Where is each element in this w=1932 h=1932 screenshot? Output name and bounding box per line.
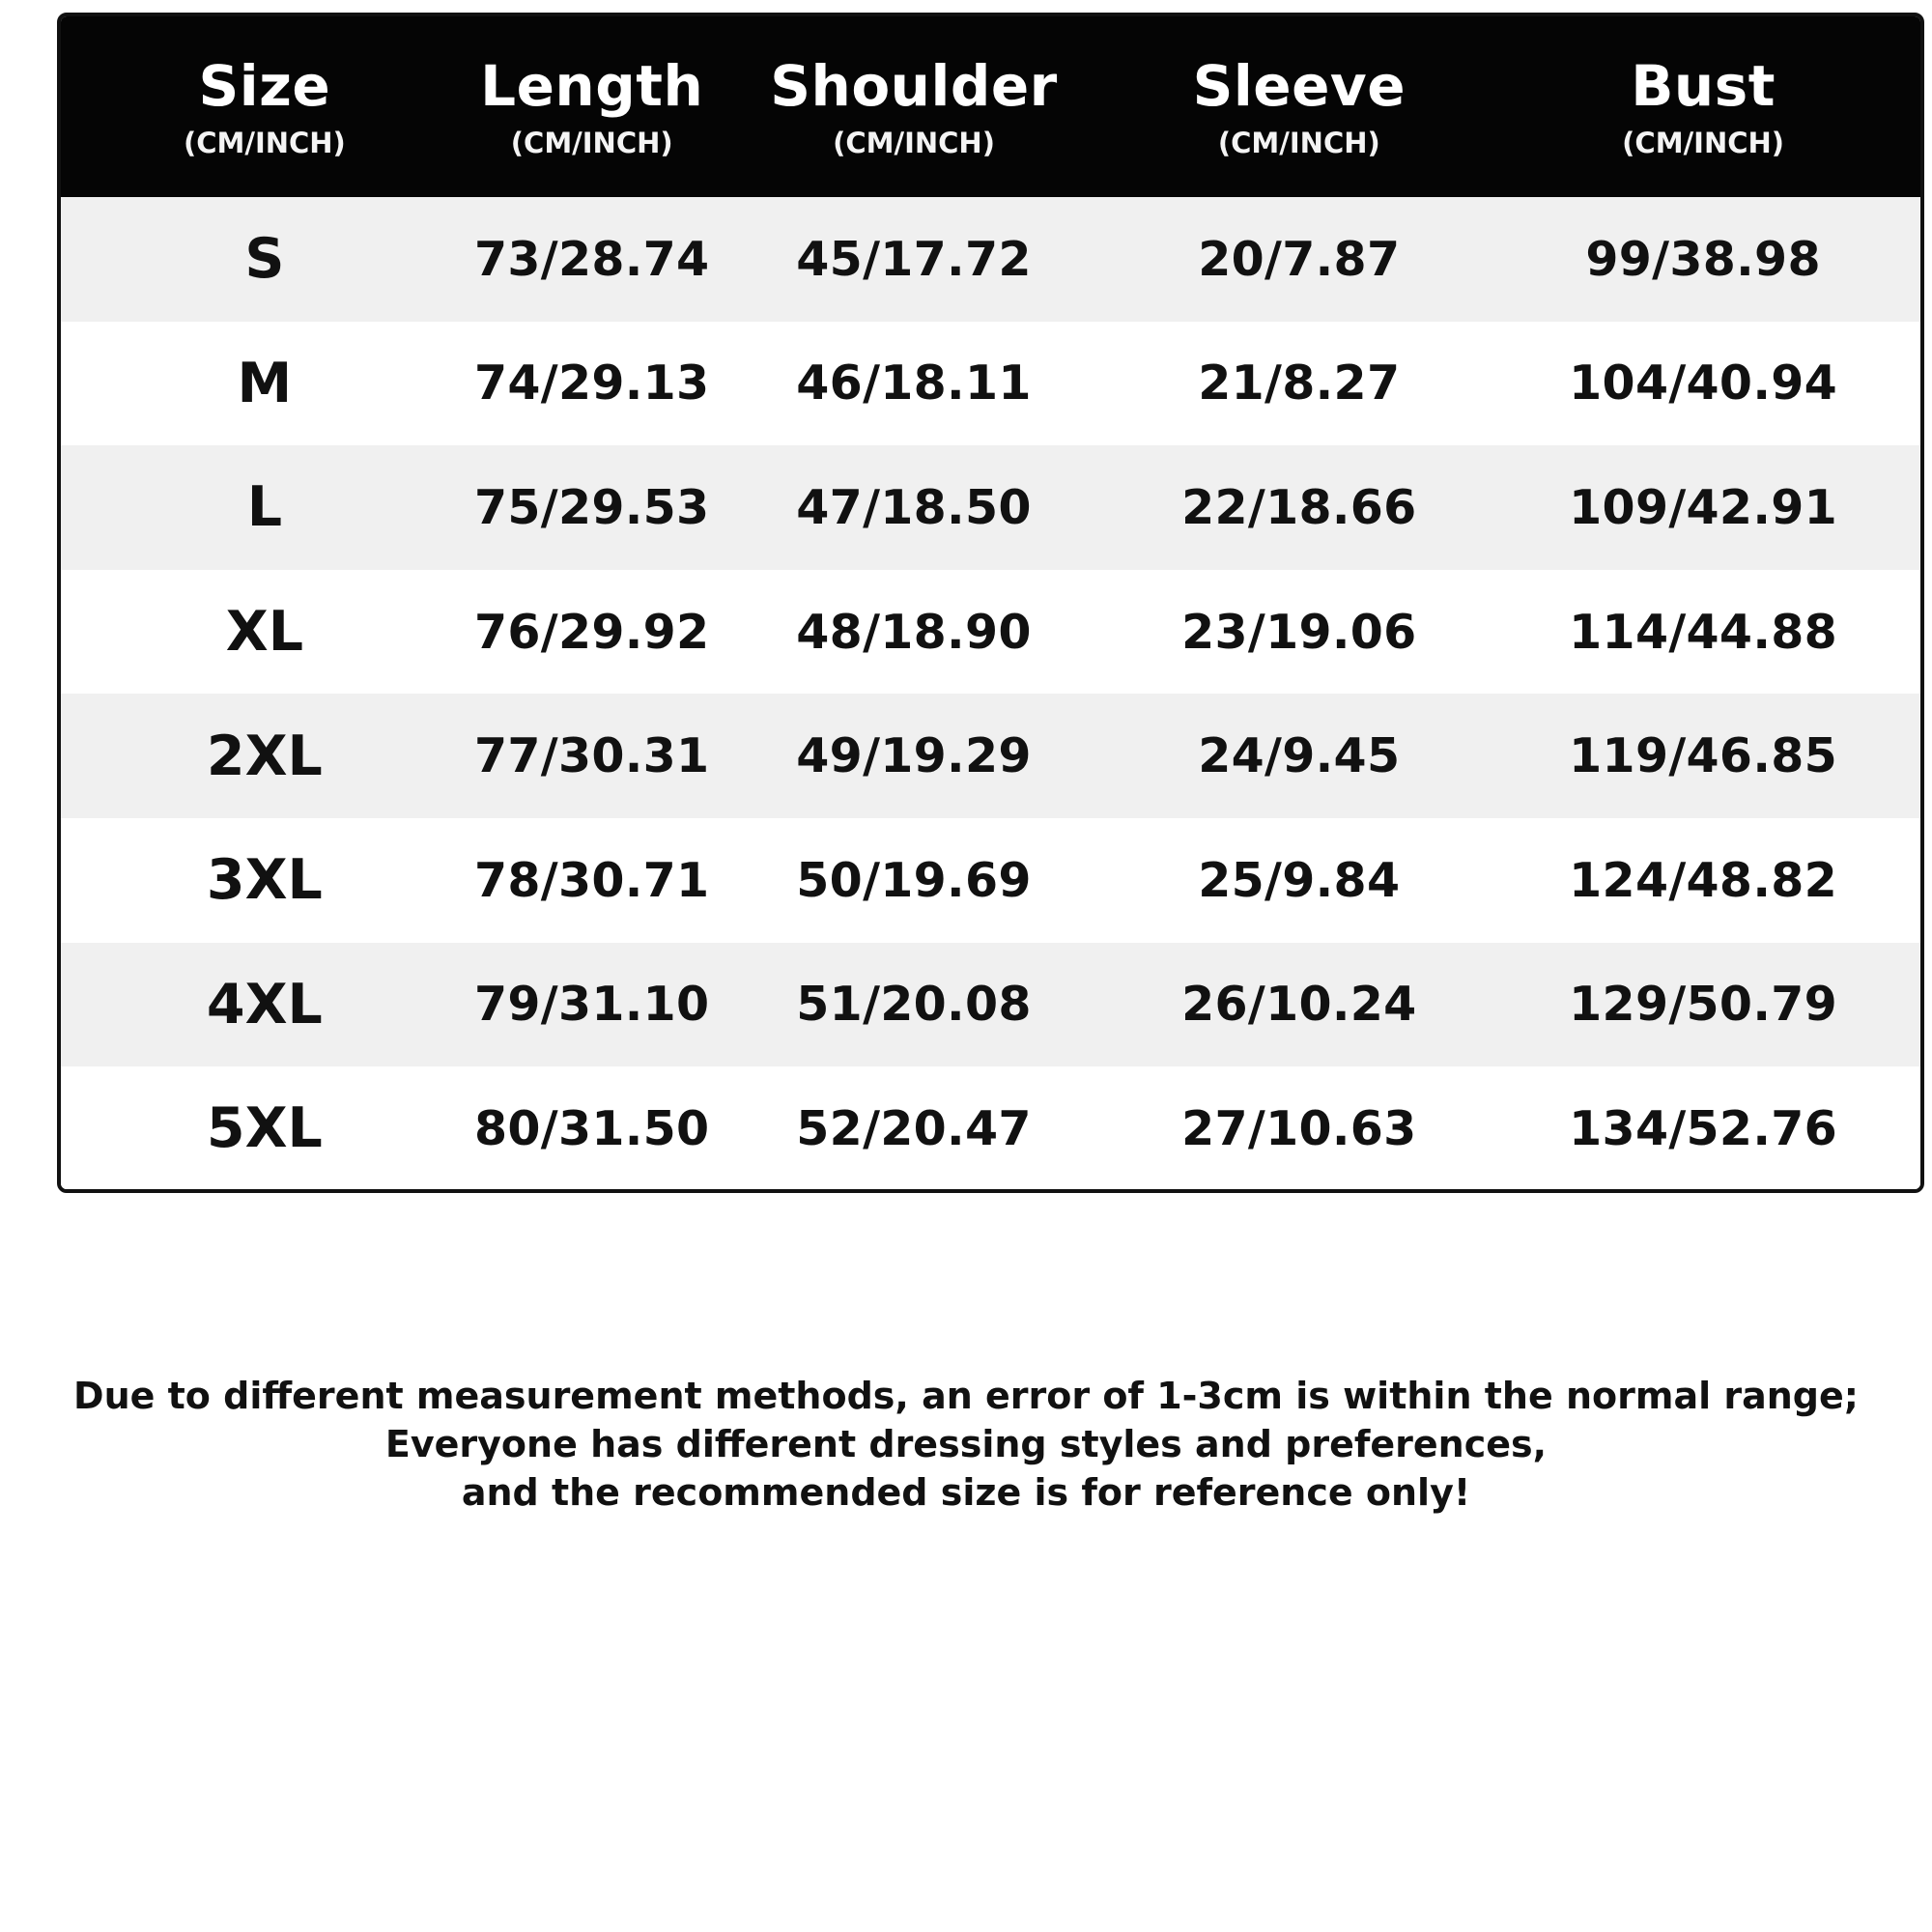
- header-sleeve-unit: (CM/INCH): [1217, 126, 1380, 159]
- sleeve-cell: 25/9.84: [1198, 852, 1401, 908]
- sleeve-cell: 21/8.27: [1198, 355, 1401, 412]
- header-shoulder-label: Shoulder: [770, 52, 1058, 119]
- sleeve-cell: 20/7.87: [1198, 231, 1401, 287]
- sleeve-cell: 26/10.24: [1181, 977, 1417, 1033]
- shoulder-cell: 52/20.47: [796, 1100, 1032, 1156]
- length-cell: 80/31.50: [473, 1100, 710, 1156]
- length-cell: 73/28.74: [473, 231, 710, 287]
- bust-cell: 129/50.79: [1569, 977, 1838, 1033]
- sleeve-cell: 24/9.45: [1198, 728, 1401, 784]
- size-cell: 5XL: [206, 1096, 323, 1161]
- table-header-row: [61, 16, 1920, 197]
- table-row: [61, 322, 1920, 446]
- bust-cell: 119/46.85: [1569, 728, 1838, 784]
- table-row: [61, 197, 1920, 322]
- shoulder-cell: 51/20.08: [796, 977, 1032, 1033]
- sleeve-cell: 22/18.66: [1181, 479, 1417, 535]
- size-cell: 3XL: [206, 848, 323, 913]
- shoulder-cell: 45/17.72: [796, 231, 1032, 287]
- size-cell: 4XL: [206, 972, 323, 1037]
- header-bust-label: Bust: [1631, 52, 1776, 119]
- bust-cell: 134/52.76: [1569, 1100, 1838, 1156]
- table-row: [61, 943, 1920, 1067]
- note-line: Everyone has different dressing styles and preferences,: [384, 1423, 1548, 1465]
- note-line: and the recommended size is for reference only!: [461, 1471, 1471, 1514]
- header-sleeve: [1112, 16, 1486, 197]
- header-bust-unit: (CM/INCH): [1622, 126, 1785, 159]
- shoulder-cell: 50/19.69: [796, 852, 1032, 908]
- shoulder-cell: 47/18.50: [796, 479, 1032, 535]
- length-cell: 79/31.10: [473, 977, 710, 1033]
- length-cell: 74/29.13: [473, 355, 710, 412]
- header-length-unit: (CM/INCH): [510, 126, 673, 159]
- header-size-unit: (CM/INCH): [183, 126, 346, 159]
- bust-cell: 99/38.98: [1585, 231, 1821, 287]
- header-length: [469, 16, 716, 197]
- shoulder-cell: 46/18.11: [796, 355, 1032, 412]
- shoulder-cell: 49/19.29: [796, 728, 1032, 784]
- table-row: [61, 1066, 1920, 1191]
- size-cell: 2XL: [206, 724, 323, 788]
- sleeve-cell: 27/10.63: [1181, 1100, 1417, 1156]
- table-row: [61, 570, 1920, 695]
- shoulder-cell: 48/18.90: [796, 604, 1032, 660]
- sleeve-cell: 23/19.06: [1181, 604, 1417, 660]
- header-shoulder: [716, 16, 1113, 197]
- size-chart-table: [57, 13, 1924, 1193]
- length-cell: 76/29.92: [473, 604, 710, 660]
- size-cell: XL: [225, 600, 304, 665]
- table-row: [61, 818, 1920, 943]
- header-size: [61, 16, 469, 197]
- length-cell: 77/30.31: [473, 728, 710, 784]
- bust-cell: 114/44.88: [1569, 604, 1838, 660]
- bust-cell: 104/40.94: [1569, 355, 1838, 412]
- measurement-note: [0, 1372, 1932, 1517]
- size-cell: L: [246, 475, 283, 540]
- bust-cell: 124/48.82: [1569, 852, 1838, 908]
- length-cell: 78/30.71: [473, 852, 710, 908]
- table-row: [61, 445, 1920, 570]
- bust-cell: 109/42.91: [1569, 479, 1838, 535]
- note-line: Due to different measurement methods, an error of 1-3cm is within the normal range;: [73, 1375, 1859, 1417]
- header-bust: [1486, 16, 1920, 197]
- table-row: [61, 694, 1920, 818]
- size-cell: S: [244, 227, 285, 292]
- length-cell: 75/29.53: [473, 479, 710, 535]
- header-sleeve-label: Sleeve: [1192, 52, 1406, 119]
- size-cell: M: [237, 351, 293, 415]
- header-shoulder-unit: (CM/INCH): [833, 126, 995, 159]
- header-length-label: Length: [480, 52, 704, 119]
- header-size-label: Size: [198, 52, 331, 119]
